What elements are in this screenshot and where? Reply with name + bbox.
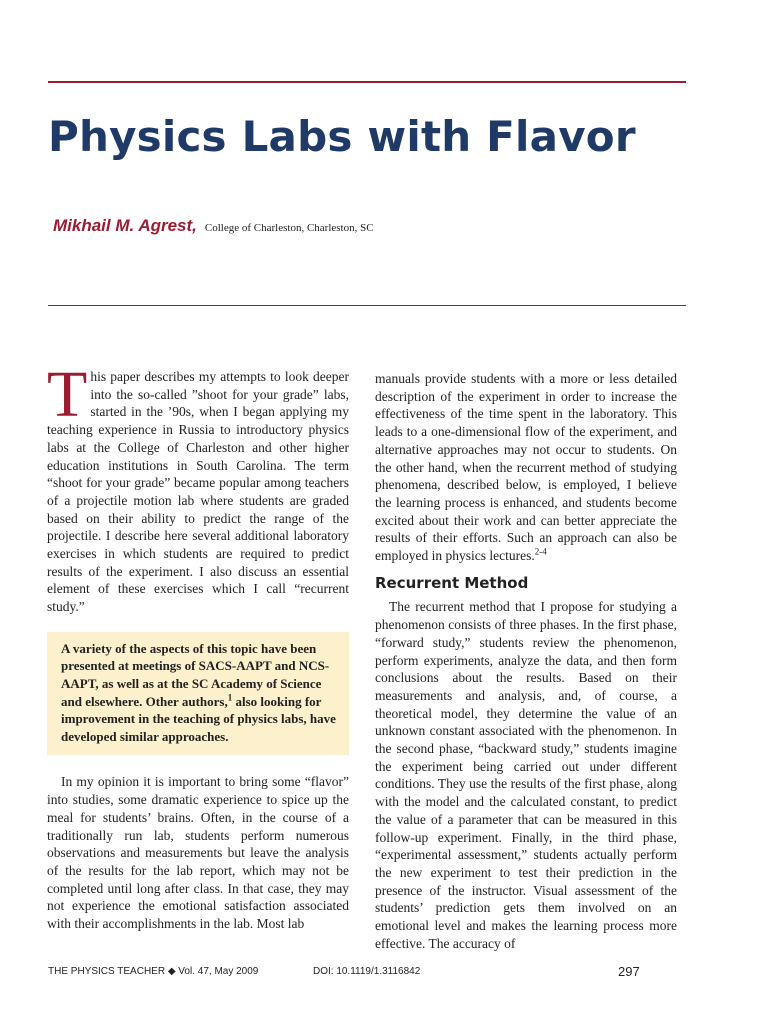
section-heading: Recurrent Method (375, 573, 529, 592)
byline (53, 216, 374, 236)
doi: DOI: 10.1119/1.3116842 (313, 966, 421, 977)
intro-text: his paper describes my attempts to look deeper into the so-called ”shoot for your grade” labs, started in the ’90s, when I began applying my teaching experience in Russia to introductory physics labs at the College of Charleston and other higher education institutions in South Carolina. The term “shoot for your grade” became popular among teachers of a projectile motion lab where students are graded based on their ability to predict the range of the projectile. I describe here several additional laboratory exercises in which students are required to predict results of the experiment. I also discuss an essential element of these exercises which I call “recurrent study.” (47, 369, 349, 615)
reference-marker: 2-4 (534, 546, 547, 557)
journal-info: THE PHYSICS TEACHER ◆ Vol. 47, May 2009 (48, 966, 259, 977)
header-divider (48, 305, 686, 306)
left-column (47, 358, 349, 933)
reference-marker: 1 (227, 692, 233, 703)
intro-paragraph (47, 358, 349, 616)
callout-text: A variety of the aspects of this topic have been presented at meetings of SACS-AAPT and NCS-AAPT, as well as at the SC Academy of Science and elsewhere. Other authors,$^1$ also looking for improvement in the teaching of physics labs, have developed similar approaches. (61, 640, 336, 744)
callout-box (47, 632, 349, 756)
body-paragraph: manuals provide students with a more or less detailed description of the experiment in order to increase the effectiveness of the time spent in the laboratory. This leads to a one-dimensional flow of the experiment, and alternative approaches may not occur to students. On the other hand, when the recurrent method of studying phenomena, described below, is employed, I believe the learning process is enhanced, and students become excited about their work and can better appreciate the results of their efforts. Such an approach can also be employed in physics lectures.$^{2-4}$ (375, 371, 677, 564)
page-number: 297 (618, 964, 640, 979)
article-title: Physics Labs with Flavor (48, 112, 636, 161)
right-column (375, 370, 677, 953)
top-rule (48, 81, 686, 83)
drop-cap: T (47, 358, 88, 431)
body-paragraph: In my opinion it is important to bring some “flavor” into studies, some dramatic experience to spice up the meal for students’ brains. Often, in the course of a traditionally run lab, students perform numerous observations and measurements but leave the analysis of the results for the lab report, which may not be completed until long after class. In that case, they may not experience the emotional satisfaction associated with their accomplishments in the lab. Most lab (47, 774, 349, 932)
author-affiliation: College of Charleston, Charleston, SC (204, 222, 374, 234)
author-name: Mikhail M. Agrest, (53, 216, 197, 235)
body-paragraph: The recurrent method that I propose for studying a phenomenon consists of three phases. In the first phase, “forward study,” students review the phenomenon, perform experiments, analyze the data, and then form conclusions about the results. Based on their measurements and analysis, and, of course, a theoretical model, they determine the value of an unknown constant associated with the phenomenon. In the second phase, “backward study,” students imagine the experiment being carried out under different conditions. They use the results of the first phase, along with the model and the calculated constant, to predict the value of a parameter that can be measured in this follow-up experiment. Finally, in the third phase, “experimental assessment,” students actually perform the new experiment to test their prediction in the presence of the instructor. Visual assessment of the students’ prediction gets them involved on an emotional level and makes the learning process more effective. The accuracy of (375, 599, 677, 951)
